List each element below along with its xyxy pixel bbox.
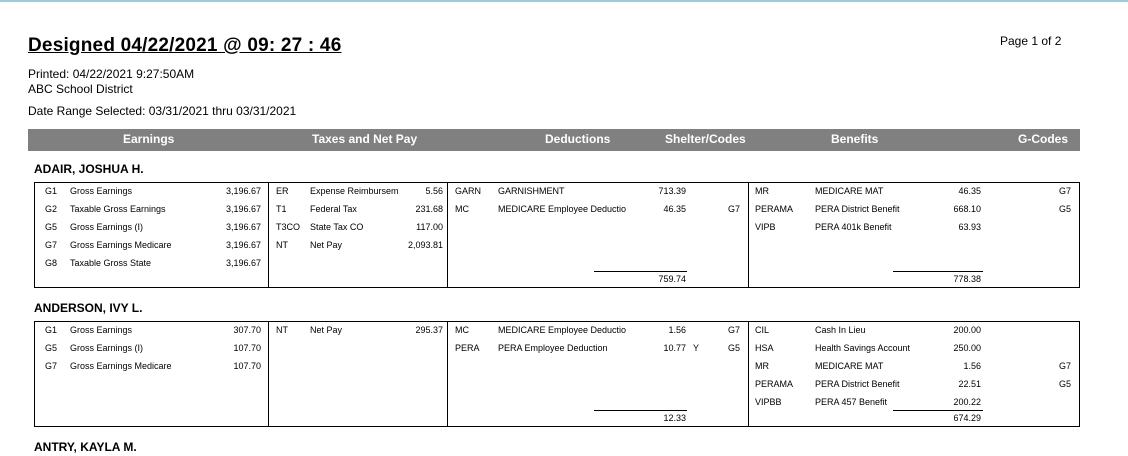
earning-description: Gross Earnings Medicare bbox=[70, 240, 172, 250]
benefit-code: MR bbox=[755, 186, 769, 196]
header-g-codes: G-Codes bbox=[1018, 132, 1069, 146]
deduction-description: MEDICARE Employee Deductio bbox=[498, 204, 627, 214]
earning-code: G5 bbox=[45, 343, 58, 353]
page-indicator: Page 1 of 2 bbox=[1000, 34, 1062, 48]
benefit-code: VIPB bbox=[755, 222, 776, 232]
header-shelter-codes: Shelter/Codes bbox=[665, 132, 746, 146]
deduction-description: GARNISHMENT bbox=[498, 186, 565, 196]
earning-code: G5 bbox=[45, 222, 58, 232]
benefit-description: Health Savings Account bbox=[815, 343, 911, 353]
benefit-code: MR bbox=[755, 361, 769, 371]
deduction-code: PERA bbox=[455, 343, 480, 353]
benefit-amount: 200.00 bbox=[953, 325, 981, 335]
earning-code: G7 bbox=[45, 361, 58, 371]
column-divider bbox=[447, 183, 448, 287]
tax-code: T1 bbox=[276, 204, 287, 214]
district-name: ABC School District bbox=[28, 82, 133, 96]
column-divider bbox=[268, 183, 269, 287]
tax-amount: 2,093.81 bbox=[407, 240, 443, 250]
earning-description: Gross Earnings bbox=[70, 325, 133, 335]
earning-amount: 3,196.67 bbox=[225, 186, 261, 196]
benefits-total: 674.29 bbox=[953, 413, 981, 423]
benefit-amount: 63.93 bbox=[958, 222, 981, 232]
deductions-total: 12.33 bbox=[663, 413, 686, 423]
earning-code: G8 bbox=[45, 258, 58, 268]
column-divider bbox=[447, 322, 448, 426]
benefit-description: MEDICARE MAT bbox=[815, 361, 884, 371]
deduction-description: PERA Employee Deduction bbox=[498, 343, 608, 353]
benefit-code: PERAMA bbox=[755, 204, 794, 214]
column-header-bar bbox=[28, 129, 1080, 151]
deductions-total: 759.74 bbox=[658, 274, 686, 284]
deduction-g-code: G5 bbox=[728, 343, 741, 353]
tax-amount: 295.37 bbox=[415, 325, 443, 335]
earning-amount: 107.70 bbox=[233, 361, 261, 371]
benefit-code: VIPBB bbox=[755, 397, 782, 407]
printed-timestamp: Printed: 04/22/2021 9:27:50AM bbox=[28, 67, 195, 81]
deduction-g-code: G7 bbox=[728, 325, 741, 335]
tax-code: T3CO bbox=[276, 222, 301, 232]
benefit-amount: 200.22 bbox=[953, 397, 981, 407]
employee-name: ANTRY, KAYLA M. bbox=[34, 440, 137, 454]
benefit-g-code: G5 bbox=[1058, 204, 1071, 214]
deduction-amount: 713.39 bbox=[658, 186, 686, 196]
tax-code: NT bbox=[276, 240, 288, 250]
earning-code: G7 bbox=[45, 240, 58, 250]
deduction-code: MC bbox=[455, 325, 469, 335]
header-deductions: Deductions bbox=[545, 132, 611, 146]
benefit-description: MEDICARE MAT bbox=[815, 186, 884, 196]
benefit-amount: 1.56 bbox=[963, 361, 981, 371]
earning-description: Gross Earnings (I) bbox=[70, 343, 144, 353]
employee-name: ADAIR, JOSHUA H. bbox=[34, 162, 144, 176]
earning-code: G1 bbox=[45, 325, 58, 335]
deduction-code: GARN bbox=[455, 186, 482, 196]
benefit-description: Cash In Lieu bbox=[815, 325, 866, 335]
deduction-amount: 1.56 bbox=[668, 325, 686, 335]
deduction-amount: 46.35 bbox=[663, 204, 686, 214]
benefits-total: 778.38 bbox=[953, 274, 981, 284]
shelter-flag: Y bbox=[693, 343, 700, 353]
employee-detail-box bbox=[34, 321, 1080, 427]
earning-amount: 3,196.67 bbox=[225, 204, 261, 214]
tax-code: ER bbox=[276, 186, 289, 196]
tax-amount: 231.68 bbox=[415, 204, 443, 214]
earning-amount: 3,196.67 bbox=[225, 258, 261, 268]
deductions-total-rule bbox=[594, 410, 687, 411]
tax-description: State Tax CO bbox=[310, 222, 364, 232]
tax-amount: 117.00 bbox=[416, 222, 443, 232]
benefit-amount: 22.51 bbox=[958, 379, 981, 389]
earning-description: Gross Earnings (I) bbox=[70, 222, 144, 232]
window-top-border bbox=[0, 0, 1128, 2]
benefit-code: PERAMA bbox=[755, 379, 794, 389]
tax-description: Expense Reimbursem bbox=[310, 186, 399, 196]
deduction-description: MEDICARE Employee Deductio bbox=[498, 325, 627, 335]
benefits-total-rule bbox=[893, 410, 983, 411]
benefit-amount: 46.35 bbox=[958, 186, 981, 196]
column-divider bbox=[748, 322, 749, 426]
benefit-amount: 668.10 bbox=[953, 204, 981, 214]
column-divider bbox=[748, 183, 749, 287]
benefit-description: PERA 457 Benefit bbox=[815, 397, 888, 407]
tax-code: NT bbox=[276, 325, 288, 335]
tax-description: Net Pay bbox=[310, 325, 343, 335]
benefit-g-code: G7 bbox=[1058, 361, 1071, 371]
employee-name: ANDERSON, IVY L. bbox=[34, 301, 143, 315]
benefit-g-code: G5 bbox=[1058, 379, 1071, 389]
earning-amount: 107.70 bbox=[233, 343, 261, 353]
earning-amount: 307.70 bbox=[233, 325, 261, 335]
report-title: Designed 04/22/2021 @ 09: 27 : 46 bbox=[28, 35, 342, 56]
earning-amount: 3,196.67 bbox=[225, 240, 261, 250]
deduction-g-code: G7 bbox=[728, 204, 741, 214]
header-benefits: Benefits bbox=[831, 132, 879, 146]
earning-description: Taxable Gross Earnings bbox=[70, 204, 166, 214]
deduction-amount: 10.77 bbox=[663, 343, 686, 353]
benefit-code: CIL bbox=[755, 325, 770, 335]
earning-description: Gross Earnings bbox=[70, 186, 133, 196]
date-range: Date Range Selected: 03/31/2021 thru 03/31/2021 bbox=[28, 104, 297, 118]
benefit-description: PERA District Benefit bbox=[815, 379, 900, 389]
benefits-total-rule bbox=[893, 271, 983, 272]
benefit-description: PERA 401k Benefit bbox=[815, 222, 892, 232]
deductions-total-rule bbox=[594, 271, 687, 272]
tax-description: Federal Tax bbox=[310, 204, 357, 214]
benefit-amount: 250.00 bbox=[953, 343, 981, 353]
earning-code: G1 bbox=[45, 186, 58, 196]
earning-description: Gross Earnings Medicare bbox=[70, 361, 172, 371]
column-divider bbox=[268, 322, 269, 426]
earning-amount: 3,196.67 bbox=[225, 222, 261, 232]
tax-amount: 5.56 bbox=[425, 186, 443, 196]
benefit-code: HSA bbox=[755, 343, 774, 353]
deduction-code: MC bbox=[455, 204, 469, 214]
header-taxes: Taxes and Net Pay bbox=[312, 132, 418, 146]
tax-description: Net Pay bbox=[310, 240, 343, 250]
earning-description: Taxable Gross State bbox=[70, 258, 152, 268]
header-earnings: Earnings bbox=[123, 132, 175, 146]
benefit-g-code: G7 bbox=[1058, 186, 1071, 196]
benefit-description: PERA District Benefit bbox=[815, 204, 900, 214]
earning-code: G2 bbox=[45, 204, 58, 214]
employee-detail-box bbox=[34, 182, 1080, 288]
